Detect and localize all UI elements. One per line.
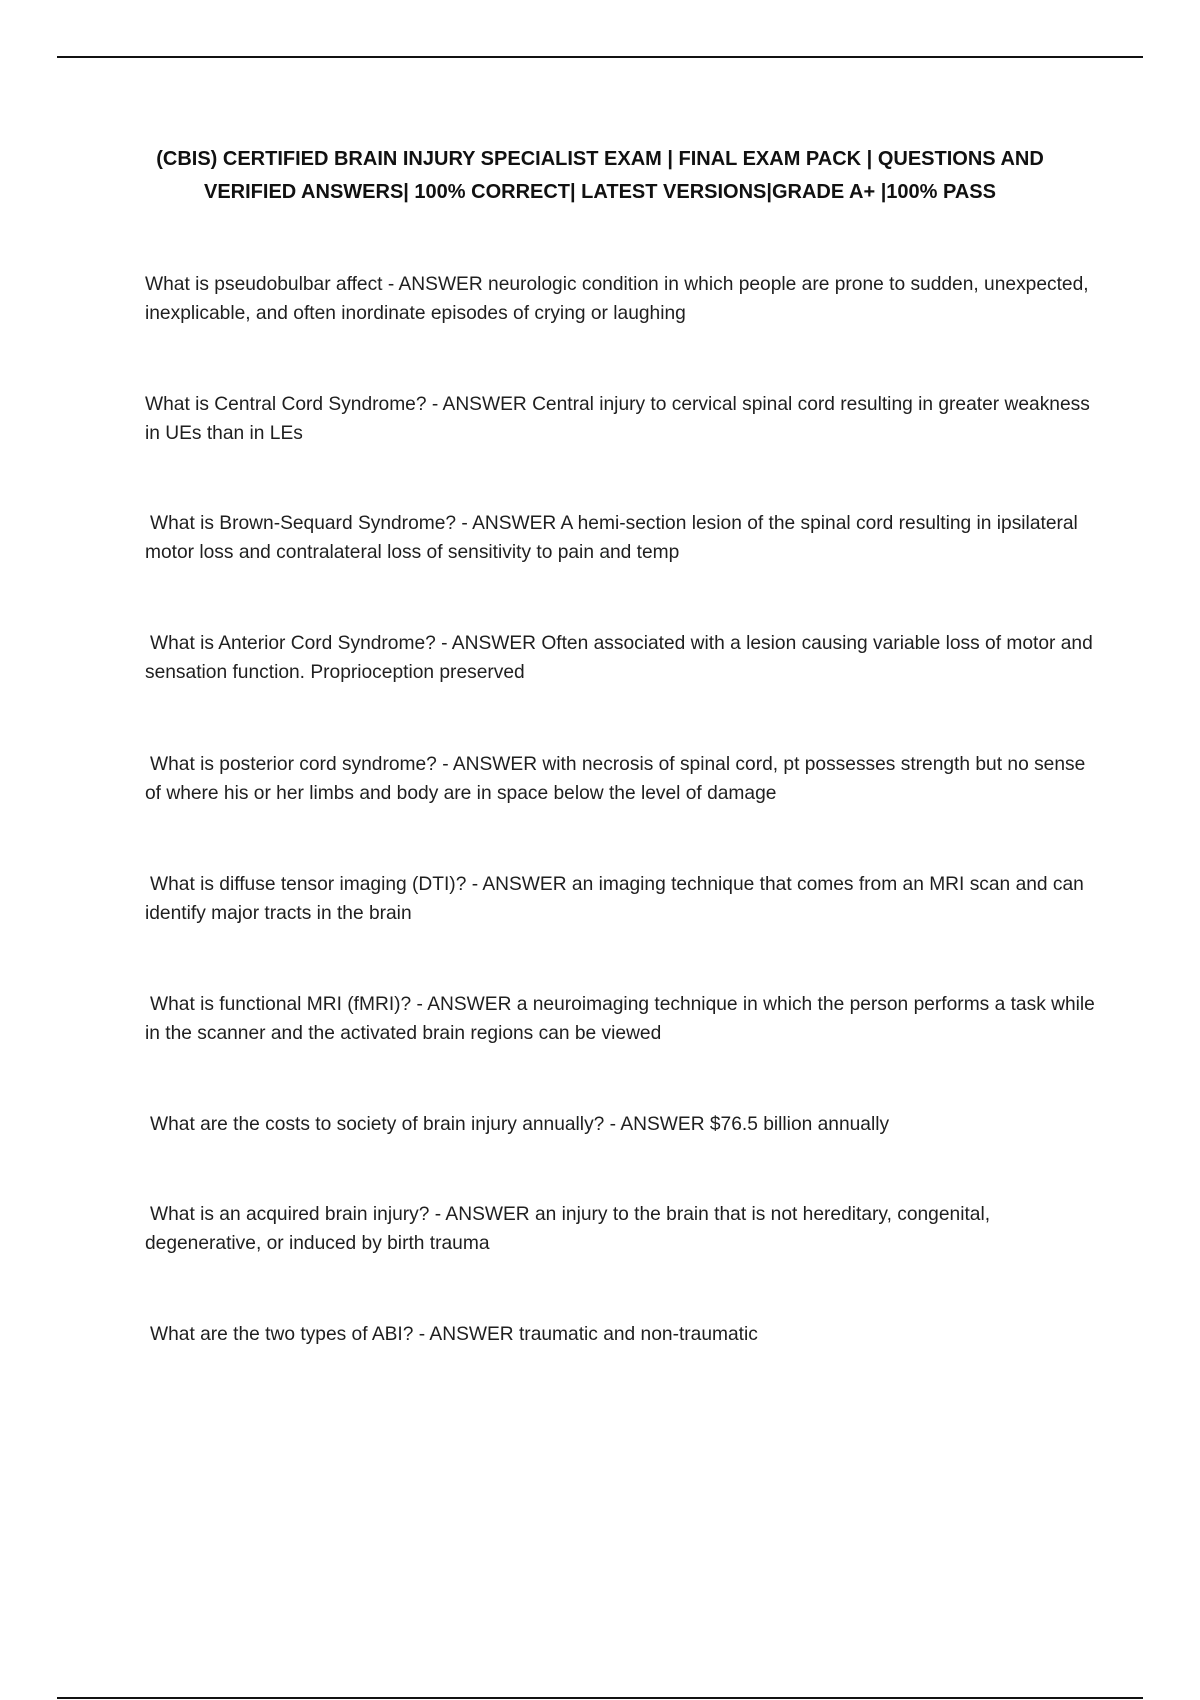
qa-item: What is Anterior Cord Syndrome? - ANSWER Often associated with a lesion causing variable loss of motor and sensation function. Proprioception preserved: [145, 633, 1093, 683]
qa-item: What is Brown-Sequard Syndrome? - ANSWER A hemi-section lesion of the spinal cord resulting in ipsilateral motor loss and contralateral loss of sensitivity to pain and temp: [145, 513, 1078, 563]
qa-item: What is an acquired brain injury? - ANSWER an injury to the brain that is not hereditary, congenital, degenerative, or induced by birth trauma: [145, 1204, 991, 1254]
qa-item: What are the two types of ABI? - ANSWER traumatic and non-traumatic: [150, 1324, 758, 1345]
qa-item: What is diffuse tensor imaging (DTI)? - ANSWER an imaging technique that comes from an MRI scan and can identify major tracts in the brain: [145, 874, 1084, 924]
qa-item: What is pseudobulbar affect - ANSWER neurologic condition in which people are prone to sudden, unexpected, inexplicable, and often inordinate episodes of crying or laughing: [145, 274, 1089, 324]
document-title: (CBIS) CERTIFIED BRAIN INJURY SPECIALIST EXAM | FINAL EXAM PACK | QUESTIONS AND VERIFIED ANSWERS| 100% CORRECT| LATEST VERSIONS|GRADE A+ |100% PASS: [156, 148, 1044, 203]
qa-item: What is posterior cord syndrome? - ANSWER with necrosis of spinal cord, pt possesses strength but no sense of where his or her limbs and body are in space below the level of damage: [145, 754, 1086, 804]
footer-rule: [57, 1697, 1143, 1699]
qa-item: What is functional MRI (fMRI)? - ANSWER a neuroimaging technique in which the person performs a task while in the scanner and the activated brain regions can be viewed: [145, 994, 1095, 1044]
qa-item: What are the costs to society of brain injury annually? - ANSWER $76.5 billion annually: [150, 1114, 890, 1135]
qa-item: What is Central Cord Syndrome? - ANSWER Central injury to cervical spinal cord resulting in greater weakness in UEs than in LEs: [145, 394, 1090, 444]
